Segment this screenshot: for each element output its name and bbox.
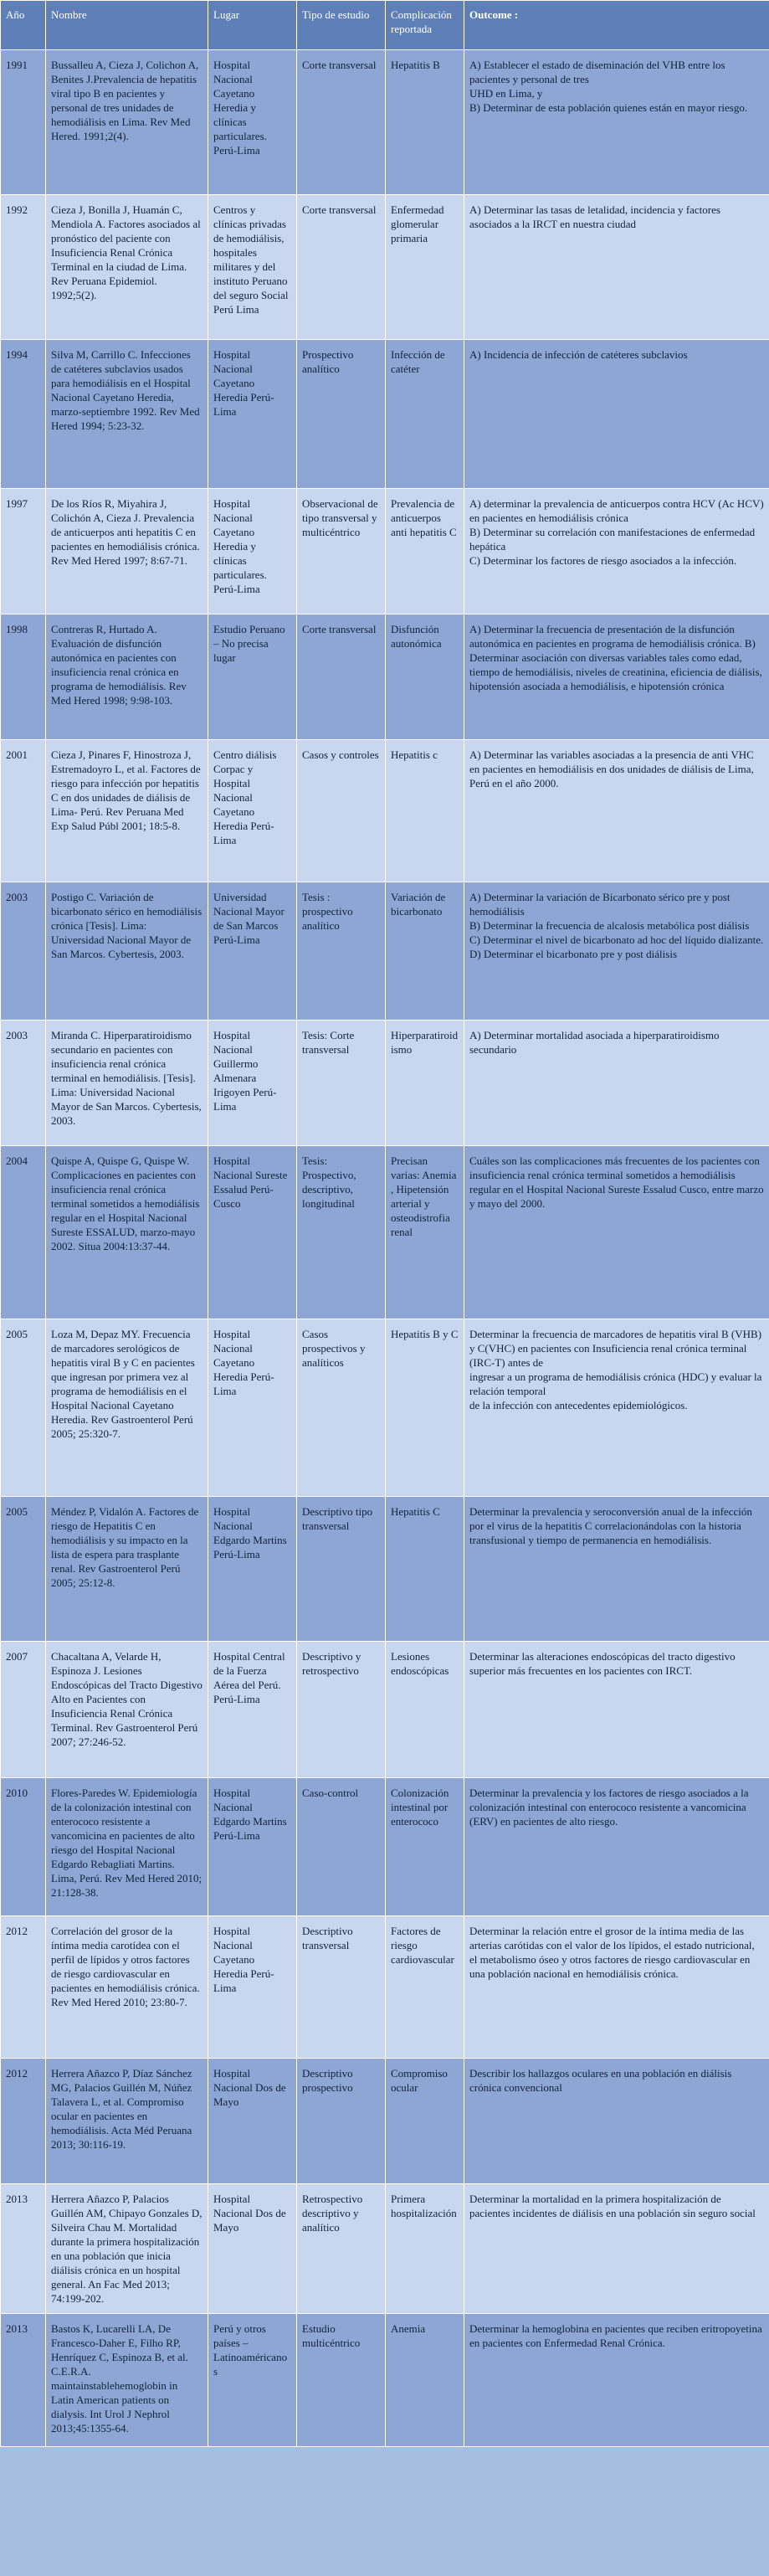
cell-name: Méndez P, Vidalón A. Factores de riesgo de Hepatitis C en hemodiálisis y su impacto en la lista de espera para trasplante renal. Rev Gastroenterol Perú 2005; 25:12-8. (46, 1497, 208, 1642)
cell-place: Hospital Nacional Dos de Mayo (208, 2059, 297, 2184)
cell-name: Cieza J, Bonilla J, Huamán C, Mendiola A. Factores asociados al pronóstico del paciente con Insuficiencia Renal Crónica Terminal en la ciudad de Lima. Rev Peruana Epidemiol. 1992;5(2). (46, 195, 208, 340)
cell-complication: Precisan varias: Anemia , Hipetensión arterial y osteodistrofia renal (386, 1146, 464, 1319)
cell-place: Hospital Nacional Cayetano Heredia Perú-Lima (208, 1916, 297, 2059)
table-row (1, 195, 769, 340)
cell-year: 1997 (1, 489, 46, 614)
cell-outcome: A) Incidencia de infección de catéteres subclavios (464, 340, 769, 489)
cell-place: Hospital Nacional Sureste Essalud Perú-Cusco (208, 1146, 297, 1319)
cell-year: 2010 (1, 1778, 46, 1916)
cell-complication: Factores de riesgo cardiovascular (386, 1916, 464, 2059)
cell-place: Centros y clínicas privadas de hemodiálisis, hospitales militares y del instituto Peruano del seguro Social Perú Lima (208, 195, 297, 340)
cell-name: Silva M, Carrillo C. Infecciones de catéteres subclavios usados para hemodiálisis en el Hospital Nacional Cayetano Heredia, marzo-septiembre 1992. Rev Med Hered 1994; 5:23-32. (46, 340, 208, 489)
cell-name: Contreras R, Hurtado A. Evaluación de disfunción autonómica en pacientes con insuficiencia renal crónica en programa de hemodiálisis. Rev Med Hered 1998; 9:98-103. (46, 614, 208, 740)
cell-complication: Infección de catéter (386, 340, 464, 489)
cell-outcome: A) Determinar la frecuencia de presentación de la disfunción autonómica en pacientes en programa de hemodiálisis crónica. B) Determinar asociación con diversas variables tales como edad, tiempo de hemodiálisis, niveles de creatinina, eficiencia de diálisis, hipotensión asociada a hemodiálisis, e hipotensión crónica (464, 614, 769, 740)
cell-place: Perú y otros países – Latinoaméricanos (208, 2314, 297, 2447)
cell-outcome: Determinar la frecuencia de marcadores de hepatitis viral B (VHB) y C(VHC) en pacientes con Insuficiencia renal crónica terminal (IRC-T) antes de ingresar a un programa de hemodiálisis crónica (HDC) y evaluar la relación temporal de la infección con antecedentes epidemiológicos. (464, 1319, 769, 1497)
cell-type: Corte transversal (297, 614, 386, 740)
cell-year: 2003 (1, 882, 46, 1021)
table-row (1, 1146, 769, 1319)
cell-complication: Variación de bicarbonato (386, 882, 464, 1021)
header-year: Año (1, 1, 46, 50)
table-row (1, 882, 769, 1021)
cell-year: 1992 (1, 195, 46, 340)
header-complication: Complicación reportada (386, 1, 464, 50)
cell-year: 2012 (1, 1916, 46, 2059)
cell-outcome: Determinar la relación entre el grosor de la íntima media de las arterias carótidas con el valor de los lípidos, el estado nutricional, el metabolismo óseo y otros factores de riesgo cardiovascular en una población nacional en hemodiálisis crónica. (464, 1916, 769, 2059)
cell-outcome: Determinar la prevalencia y los factores de riesgo asociados a la colonización intestinal con enterococo resistente a vancomicina (ERV) en pacientes de alto riesgo. (464, 1778, 769, 1916)
cell-type: Descriptivo transversal (297, 1916, 386, 2059)
cell-year: 2005 (1, 1497, 46, 1642)
cell-outcome: Determinar la mortalidad en la primera hospitalización de pacientes incidentes de diálisis en una población sin seguro social (464, 2184, 769, 2314)
cell-type: Observacional de tipo transversal y multicéntrico (297, 489, 386, 614)
cell-type: Corte transversal (297, 195, 386, 340)
cell-place: Universidad Nacional Mayor de San Marcos Perú-Lima (208, 882, 297, 1021)
cell-outcome: A) Determinar mortalidad asociada a hiperparatiroidismo secundario (464, 1021, 769, 1146)
cell-name: Herrera Añazco P, Díaz Sánchez MG, Palacios Guillén M, Núñez Talavera L, et al. Compromiso ocular en pacientes en hemodiálisis. Acta Méd Peruana 2013; 30:116-19. (46, 2059, 208, 2184)
table-row (1, 1497, 769, 1642)
table-row (1, 1319, 769, 1497)
cell-place: Hospital Nacional Edgardo Martins Perú-Lima (208, 1497, 297, 1642)
cell-type: Retrospectivo descriptivo y analítico (297, 2184, 386, 2314)
cell-place: Hospital Nacional Guillermo Almenara Irigoyen Perú-Lima (208, 1021, 297, 1146)
table-row (1, 1642, 769, 1778)
cell-year: 1994 (1, 340, 46, 489)
table-row (1, 2184, 769, 2314)
cell-year: 2005 (1, 1319, 46, 1497)
table-body (1, 50, 769, 2447)
cell-type: Corte transversal (297, 50, 386, 195)
cell-outcome: A) determinar la prevalencia de anticuerpos contra HCV (Ac HCV) en pacientes en hemodiálisis crónica B) Determinar su correlación con manifestaciones de enfermedad hepática C) Determinar los factores de riesgo asociados a la infección. (464, 489, 769, 614)
table-row (1, 2314, 769, 2447)
cell-year: 2013 (1, 2314, 46, 2447)
cell-type: Estudio multicéntrico (297, 2314, 386, 2447)
cell-outcome: Cuáles son las complicaciones más frecuentes de los pacientes con insuficiencia renal crónica terminal sometidos a hemodiálisis regular en el Hospital Nacional Sureste Essalud Cusco, entre marzo y mayo del 2000. (464, 1146, 769, 1319)
cell-complication: Primera hospitalización (386, 2184, 464, 2314)
cell-place: Hospital Nacional Cayetano Heredia y clínicas particulares. Perú-Lima (208, 489, 297, 614)
header-place: Lugar (208, 1, 297, 50)
cell-place: Hospital Nacional Edgardo Martins Perú-Lima (208, 1778, 297, 1916)
cell-outcome: Determinar la prevalencia y seroconversión anual de la infección por el virus de la hepatitis C correlacionándolas con la historia transfusional y tiempo de permanencia en hemodiálisis. (464, 1497, 769, 1642)
cell-year: 2012 (1, 2059, 46, 2184)
table-row (1, 489, 769, 614)
table-row (1, 50, 769, 195)
header-type: Tipo de estudio (297, 1, 386, 50)
table-row (1, 1021, 769, 1146)
cell-year: 2007 (1, 1642, 46, 1778)
header-row (1, 1, 769, 50)
cell-place: Centro diálisis Corpac y Hospital Nacional Cayetano Heredia Perú-Lima (208, 740, 297, 882)
table-row (1, 2059, 769, 2184)
cell-place: Estudio Peruano – No precisa lugar (208, 614, 297, 740)
cell-name: Bussalleu A, Cieza J, Colichon A, Benites J.Prevalencia de hepatitis viral tipo B en pacientes y personal de tres unidades de hemodiálisis en Lima. Rev Med Hered. 1991;2(4). (46, 50, 208, 195)
table-row (1, 1916, 769, 2059)
cell-place: Hospital Nacional Cayetano Heredia Perú-Lima (208, 340, 297, 489)
cell-type: Prospectivo analítico (297, 340, 386, 489)
cell-complication: Hepatitis c (386, 740, 464, 882)
cell-name: Bastos K, Lucarelli LA, De Francesco-Daher E, Filho RP, Henríquez C, Espinoza B, et al. C.E.R.A. maintainstablehemoglobin in Latin American patients on dialysis. Int Urol J Nephrol 2013;45:1355-64. (46, 2314, 208, 2447)
cell-year: 2003 (1, 1021, 46, 1146)
table-row (1, 1778, 769, 1916)
cell-name: Loza M, Depaz MY. Frecuencia de marcadores serológicos de hepatitis viral B y C en pacientes que ingresan por primera vez al programa de hemodiálisis en el Hospital Nacional Cayetano Heredia. Rev Gastroenterol Perú 2005; 25:320-7. (46, 1319, 208, 1497)
cell-complication: Anemia (386, 2314, 464, 2447)
cell-type: Tesis : prospectivo analítico (297, 882, 386, 1021)
cell-year: 1998 (1, 614, 46, 740)
cell-complication: Hepatitis B (386, 50, 464, 195)
cell-outcome: A) Determinar las variables asociadas a la presencia de anti VHC en pacientes en hemodiálisis en dos unidades de diálisis de Lima, Perú en el año 2000. (464, 740, 769, 882)
cell-year: 2013 (1, 2184, 46, 2314)
cell-type: Caso-control (297, 1778, 386, 1916)
cell-name: Chacaltana A, Velarde H, Espinoza J. Lesiones Endoscópicas del Tracto Digestivo Alto en Pacientes con Insuficiencia Renal Crónica Terminal. Rev Gastroenterol Perú 2007; 27:246-52. (46, 1642, 208, 1778)
cell-name: De los Ríos R, Miyahira J, Colichón A, Cieza J. Prevalencia de anticuerpos anti hepatitis C en pacientes en hemodiálisis crónica. Rev Med Hered 1997; 8:67-71. (46, 489, 208, 614)
cell-outcome: Determinar las alteraciones endoscópicas del tracto digestivo superior más frecuentes en los pacientes con IRCT. (464, 1642, 769, 1778)
table-header (1, 1, 769, 50)
cell-name: Quispe A, Quispe G, Quispe W. Complicaciones en pacientes con insuficiencia renal crónica terminal sometidos a hemodiálisis regular en el Hospital Nacional Sureste ESSALUD, marzo-mayo 2002. Situa 2004:13:37-44. (46, 1146, 208, 1319)
cell-complication: Hepatitis B y C (386, 1319, 464, 1497)
cell-year: 2001 (1, 740, 46, 882)
header-outcome: Outcome : (464, 1, 769, 50)
cell-outcome: Describir los hallazgos oculares en una población en diálisis crónica convencional (464, 2059, 769, 2184)
cell-outcome: A) Establecer el estado de diseminación del VHB entre los pacientes y personal de tres UHD en Lima, y B) Determinar de esta población quienes están en mayor riesgo. (464, 50, 769, 195)
cell-complication: Colonización intestinal por enterococo (386, 1778, 464, 1916)
cell-complication: Prevalencia de anticuerpos anti hepatitis C (386, 489, 464, 614)
cell-type: Descriptivo y retrospectivo (297, 1642, 386, 1778)
cell-type: Tesis: Prospectivo, descriptivo, longitudinal (297, 1146, 386, 1319)
table-row (1, 340, 769, 489)
cell-type: Casos prospectivos y analíticos (297, 1319, 386, 1497)
cell-complication: Compromiso ocular (386, 2059, 464, 2184)
cell-name: Herrera Añazco P, Palacios Guillén AM, Chipayo Gonzales D, Silveira Chau M. Mortalidad durante la primera hospitalización en una población que inicia diálisis crónica en un hospital general. An Fac Med 2013; 74:199-202. (46, 2184, 208, 2314)
cell-name: Postigo C. Variación de bicarbonato sérico en hemodiálisis crónica [Tesis]. Lima: Universidad Nacional Mayor de San Marcos. Cybertesis, 2003. (46, 882, 208, 1021)
cell-type: Descriptivo prospectivo (297, 2059, 386, 2184)
cell-name: Flores-Paredes W. Epidemiología de la colonización intestinal con enterococo resistente a vancomicina en pacientes de alto riesgo del Hospital Nacional Edgardo Rebagliati Martins. Lima, Perú. Rev Med Hered 2010; 21:128-38. (46, 1778, 208, 1916)
cell-type: Descriptivo tipo transversal (297, 1497, 386, 1642)
cell-complication: Lesiones endoscópicas (386, 1642, 464, 1778)
cell-year: 1991 (1, 50, 46, 195)
cell-name: Miranda C. Hiperparatiroidismo secundario en pacientes con insuficiencia renal crónica terminal en hemodiálisis. [Tesis]. Lima: Universidad Nacional Mayor de San Marcos. Cybertesis, 2003. (46, 1021, 208, 1146)
cell-complication: Disfunción autonómica (386, 614, 464, 740)
cell-complication: Enfermedad glomerular primaria (386, 195, 464, 340)
cell-outcome: A) Determinar la variación de Bicarbonato sérico pre y post hemodiálisis B) Determinar la frecuencia de alcalosis metabólica post diálisis C) Determinar el nivel de bicarbonato ad hoc del líquido dializante. D) Determinar el bicarbonato pre y post diálisis (464, 882, 769, 1021)
cell-outcome: Determinar la hemoglobina en pacientes que reciben eritropoyetina en pacientes con Enfermedad Renal Crónica. (464, 2314, 769, 2447)
cell-year: 2004 (1, 1146, 46, 1319)
table-row (1, 614, 769, 740)
cell-place: Hospital Nacional Cayetano Heredia Perú-Lima (208, 1319, 297, 1497)
header-name: Nombre (46, 1, 208, 50)
cell-complication: Hepatitis C (386, 1497, 464, 1642)
cell-type: Tesis: Corte transversal (297, 1021, 386, 1146)
cell-place: Hospital Central de la Fuerza Aérea del Perú. Perú-Lima (208, 1642, 297, 1778)
cell-type: Casos y controles (297, 740, 386, 882)
cell-place: Hospital Nacional Cayetano Heredia y clínicas particulares. Perú-Lima (208, 50, 297, 195)
cell-name: Cieza J, Pinares F, Hinostroza J, Estremadoyro L, et al. Factores de riesgo para infección por hepatitis C en dos unidades de diálisis de Lima- Perú. Rev Peruana Med Exp Salud Públ 2001; 18:5-8. (46, 740, 208, 882)
cell-outcome: A) Determinar las tasas de letalidad, incidencia y factores asociados a la IRCT en nuestra ciudad (464, 195, 769, 340)
table-row (1, 740, 769, 882)
cell-name: Correlación del grosor de la íntima media carotídea con el perfil de lípidos y otros factores de riesgo cardiovascular en pacientes en hemodiálisis crónica. Rev Med Hered 2010; 23:80-7. (46, 1916, 208, 2059)
cell-complication: Hiperparatiroidismo (386, 1021, 464, 1146)
cell-place: Hospital Nacional Dos de Mayo (208, 2184, 297, 2314)
